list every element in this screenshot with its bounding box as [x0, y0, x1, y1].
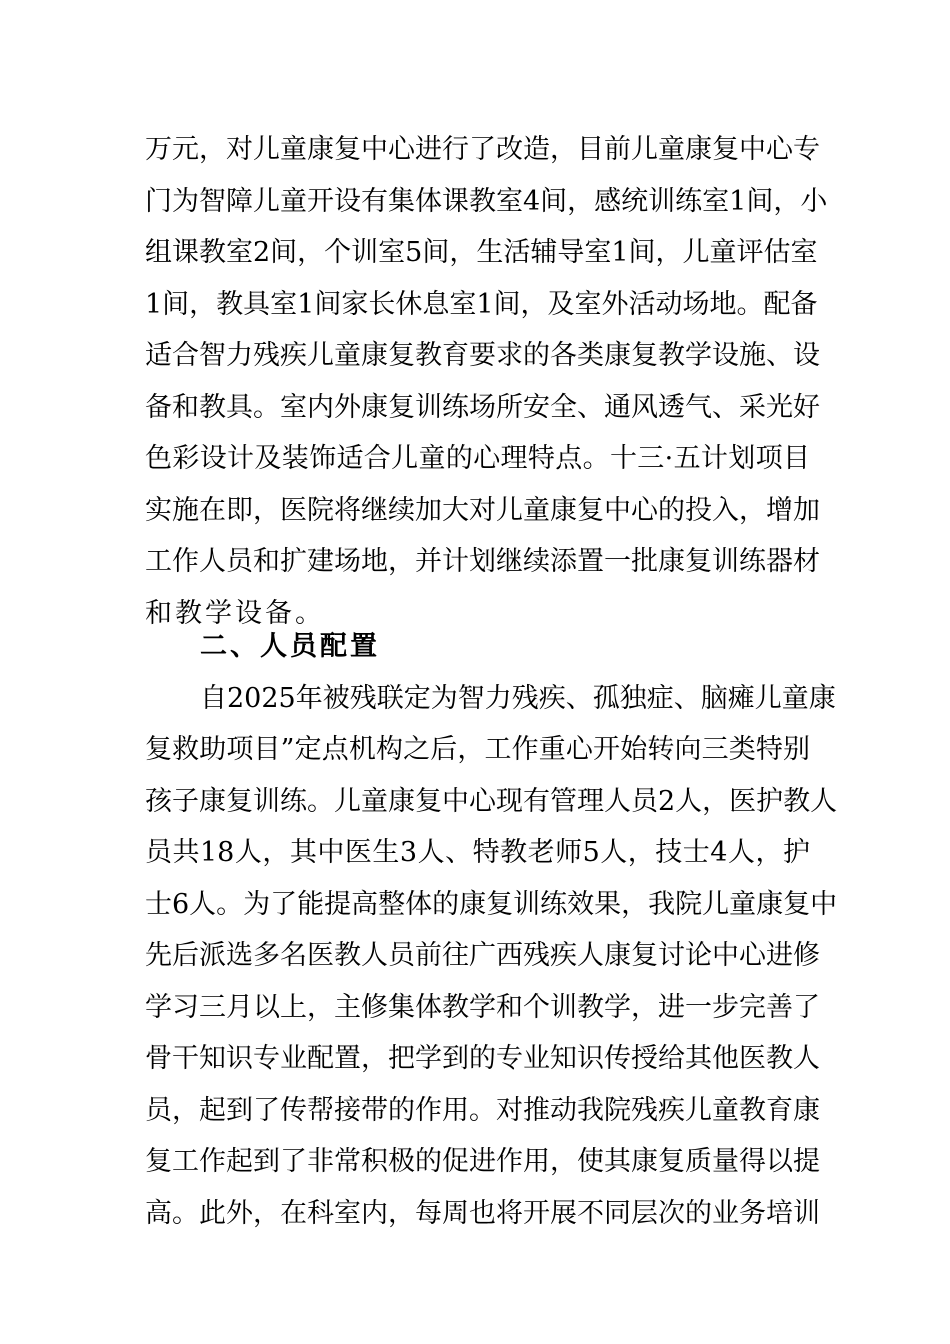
paragraph-line: 实施在即，医院将继续加大对儿童康复中心的投入，增加 — [145, 495, 820, 526]
paragraph-line: 士6人。为了能提高整体的康复训练效果，我院儿童康复中 — [145, 889, 838, 920]
paragraph-line: 万元，对儿童康复中心进行了改造，目前儿童康复中心专 — [145, 134, 820, 165]
paragraph-line: 适合智力残疾儿童康复教育要求的各类康复教学设施、设 — [145, 340, 820, 371]
paragraph-line: 孩子康复训练。儿童康复中心现有管理人员2人，医护教人 — [145, 786, 838, 817]
paragraph-line: 先后派选多名医教人员前往广西残疾人康复讨论中心进修 — [145, 940, 820, 971]
paragraph-line: 和教学设备。 — [145, 598, 325, 629]
paragraph-line: 色彩设计及装饰适合儿童的心理特点。十三·五计划项目 — [145, 443, 810, 474]
section-heading: 二、人员配置 — [200, 631, 380, 662]
paragraph-line: 员共18人，其中医生3人、特教老师5人，技士4人，护 — [145, 837, 810, 868]
paragraph-line: 备和教具。室内外康复训练场所安全、通风透气、采光好 — [145, 392, 820, 423]
paragraph-line: 组课教室2间，个训室5间，生活辅导室1间，儿童评估室 — [145, 237, 818, 268]
paragraph-line: 学习三月以上，主修集体教学和个训教学，进一步完善了 — [145, 992, 820, 1023]
paragraph-line: 工作人员和扩建场地，并计划继续添置一批康复训练器材 — [145, 546, 820, 577]
paragraph-line: 骨干知识专业配置，把学到的专业知识传授给其他医教人 — [145, 1043, 820, 1074]
paragraph-line: 复工作起到了非常积极的促进作用，使其康复质量得以提 — [145, 1146, 820, 1177]
paragraph-line: 员，起到了传帮接带的作用。对推动我院残疾儿童教育康 — [145, 1095, 820, 1126]
paragraph-line: 1间，教具室1间家长休息室1间，及室外活动场地。配备 — [145, 289, 818, 320]
paragraph-line: 门为智障儿童开设有集体课教室4间，感统训练室1间，小 — [145, 186, 828, 217]
paragraph-line: 自2025年被残联定为智力残疾、孤独症、脑瘫儿童康 — [200, 683, 836, 714]
paragraph-line: 复救助项目”定点机构之后，工作重心开始转向三类特别 — [145, 734, 810, 765]
paragraph-line: 高。此外，在科室内，每周也将开展不同层次的业务培训 — [145, 1198, 820, 1229]
